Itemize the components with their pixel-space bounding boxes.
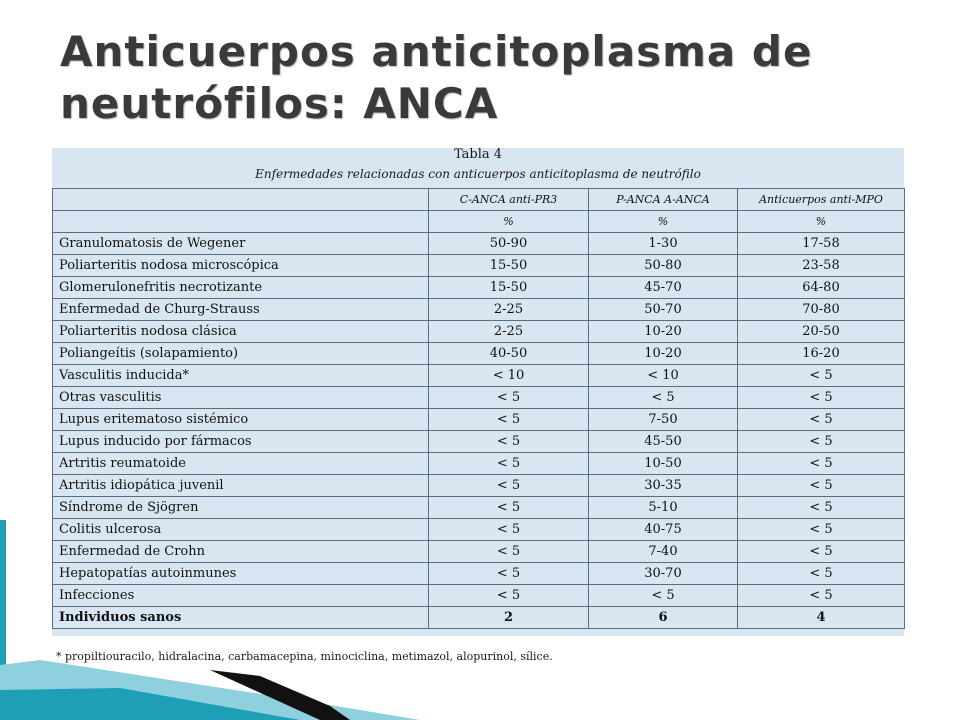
anti-mpo-cell: 23-58 bbox=[738, 255, 905, 277]
header-c-anca: C-ANCA anti-PR3 bbox=[429, 189, 589, 211]
anti-mpo-cell: < 5 bbox=[738, 475, 905, 497]
table-row bbox=[53, 453, 905, 475]
anti-mpo-cell: < 5 bbox=[738, 387, 905, 409]
table-caption bbox=[52, 148, 904, 188]
c-anca-cell: < 5 bbox=[429, 585, 589, 607]
disease-name-cell: Hepatopatías autoinmunes bbox=[53, 563, 429, 585]
p-anca-cell: 1-30 bbox=[589, 233, 738, 255]
p-anca-cell: 45-50 bbox=[589, 431, 738, 453]
c-anca-cell: 2-25 bbox=[429, 321, 589, 343]
disease-name-cell: Otras vasculitis bbox=[53, 387, 429, 409]
c-anca-cell: < 5 bbox=[429, 431, 589, 453]
unit-blank bbox=[53, 211, 429, 233]
p-anca-cell: 50-70 bbox=[589, 299, 738, 321]
disease-name-cell: Infecciones bbox=[53, 585, 429, 607]
p-anca-cell: 30-35 bbox=[589, 475, 738, 497]
anti-mpo-cell: < 5 bbox=[738, 497, 905, 519]
c-anca-cell: 2-25 bbox=[429, 299, 589, 321]
table-row bbox=[53, 431, 905, 453]
p-anca-cell: 10-50 bbox=[589, 453, 738, 475]
anti-mpo-cell: 4 bbox=[738, 607, 905, 629]
table-row bbox=[53, 607, 905, 629]
anti-mpo-cell: < 5 bbox=[738, 431, 905, 453]
table-row bbox=[53, 255, 905, 277]
c-anca-cell: 2 bbox=[429, 607, 589, 629]
anti-mpo-cell: < 5 bbox=[738, 585, 905, 607]
disease-name-cell: Granulomatosis de Wegener bbox=[53, 233, 429, 255]
p-anca-cell: 6 bbox=[589, 607, 738, 629]
anca-table bbox=[52, 188, 905, 629]
anti-mpo-cell: < 5 bbox=[738, 453, 905, 475]
table-row bbox=[53, 541, 905, 563]
anti-mpo-cell: 20-50 bbox=[738, 321, 905, 343]
table-row bbox=[53, 563, 905, 585]
disease-name-cell: Poliarteritis nodosa microscópica bbox=[53, 255, 429, 277]
p-anca-cell: 10-20 bbox=[589, 321, 738, 343]
disease-name-cell: Enfermedad de Churg-Strauss bbox=[53, 299, 429, 321]
disease-name-cell: Lupus inducido por fármacos bbox=[53, 431, 429, 453]
anti-mpo-cell: 70-80 bbox=[738, 299, 905, 321]
table-row bbox=[53, 343, 905, 365]
disease-name-cell: Síndrome de Sjögren bbox=[53, 497, 429, 519]
table-row bbox=[53, 585, 905, 607]
table-units-row bbox=[53, 211, 905, 233]
table-row bbox=[53, 387, 905, 409]
unit-anti-mpo: % bbox=[738, 211, 905, 233]
table-row bbox=[53, 475, 905, 497]
table-row bbox=[53, 497, 905, 519]
disease-name-cell: Vasculitis inducida* bbox=[53, 365, 429, 387]
c-anca-cell: < 5 bbox=[429, 563, 589, 585]
table-header-row bbox=[53, 189, 905, 211]
c-anca-cell: 50-90 bbox=[429, 233, 589, 255]
table-row bbox=[53, 409, 905, 431]
slide-title: Anticuerpos anticitoplasma de neutrófilos: ANCA bbox=[60, 27, 813, 128]
disease-name-cell: Individuos sanos bbox=[53, 607, 429, 629]
table-footnote: * propiltiouracilo, hidralacina, carbamacepina, minociclina, metimazol, alopurinol, sílice. bbox=[56, 650, 553, 663]
c-anca-cell: 40-50 bbox=[429, 343, 589, 365]
table-row bbox=[53, 321, 905, 343]
header-blank bbox=[53, 189, 429, 211]
c-anca-cell: < 5 bbox=[429, 497, 589, 519]
disease-name-cell: Artritis idiopática juvenil bbox=[53, 475, 429, 497]
p-anca-cell: 7-40 bbox=[589, 541, 738, 563]
header-p-anca: P-ANCA A-ANCA bbox=[589, 189, 738, 211]
unit-p-anca: % bbox=[589, 211, 738, 233]
anti-mpo-cell: < 5 bbox=[738, 409, 905, 431]
c-anca-cell: < 5 bbox=[429, 541, 589, 563]
header-anti-mpo: Anticuerpos anti-MPO bbox=[738, 189, 905, 211]
table-subtitle: Enfermedades relacionadas con anticuerpos anticitoplasma de neutrófilo bbox=[255, 167, 701, 181]
c-anca-cell: < 5 bbox=[429, 387, 589, 409]
disease-name-cell: Poliangeítis (solapamiento) bbox=[53, 343, 429, 365]
table-row bbox=[53, 365, 905, 387]
table-row bbox=[53, 233, 905, 255]
c-anca-cell: < 5 bbox=[429, 409, 589, 431]
p-anca-cell: < 10 bbox=[589, 365, 738, 387]
table-row bbox=[53, 277, 905, 299]
disease-name-cell: Glomerulonefritis necrotizante bbox=[53, 277, 429, 299]
p-anca-cell: < 5 bbox=[589, 387, 738, 409]
table-number: Tabla 4 bbox=[453, 147, 503, 162]
disease-name-cell: Enfermedad de Crohn bbox=[53, 541, 429, 563]
c-anca-cell: < 10 bbox=[429, 365, 589, 387]
p-anca-cell: 45-70 bbox=[589, 277, 738, 299]
anti-mpo-cell: 16-20 bbox=[738, 343, 905, 365]
c-anca-cell: < 5 bbox=[429, 453, 589, 475]
anti-mpo-cell: < 5 bbox=[738, 563, 905, 585]
p-anca-cell: 40-75 bbox=[589, 519, 738, 541]
anti-mpo-cell: 17-58 bbox=[738, 233, 905, 255]
disease-name-cell: Colitis ulcerosa bbox=[53, 519, 429, 541]
c-anca-cell: 15-50 bbox=[429, 277, 589, 299]
c-anca-cell: < 5 bbox=[429, 519, 589, 541]
p-anca-cell: 30-70 bbox=[589, 563, 738, 585]
disease-name-cell: Poliarteritis nodosa clásica bbox=[53, 321, 429, 343]
p-anca-cell: 50-80 bbox=[589, 255, 738, 277]
p-anca-cell: 10-20 bbox=[589, 343, 738, 365]
c-anca-cell: 15-50 bbox=[429, 255, 589, 277]
c-anca-cell: < 5 bbox=[429, 475, 589, 497]
table-row bbox=[53, 519, 905, 541]
anti-mpo-cell: 64-80 bbox=[738, 277, 905, 299]
anti-mpo-cell: < 5 bbox=[738, 541, 905, 563]
disease-table bbox=[52, 148, 904, 636]
table-row bbox=[53, 299, 905, 321]
unit-c-anca: % bbox=[429, 211, 589, 233]
p-anca-cell: 7-50 bbox=[589, 409, 738, 431]
table-body bbox=[53, 233, 905, 629]
p-anca-cell: 5-10 bbox=[589, 497, 738, 519]
p-anca-cell: < 5 bbox=[589, 585, 738, 607]
disease-name-cell: Artritis reumatoide bbox=[53, 453, 429, 475]
disease-name-cell: Lupus eritematoso sistémico bbox=[53, 409, 429, 431]
anti-mpo-cell: < 5 bbox=[738, 519, 905, 541]
anti-mpo-cell: < 5 bbox=[738, 365, 905, 387]
